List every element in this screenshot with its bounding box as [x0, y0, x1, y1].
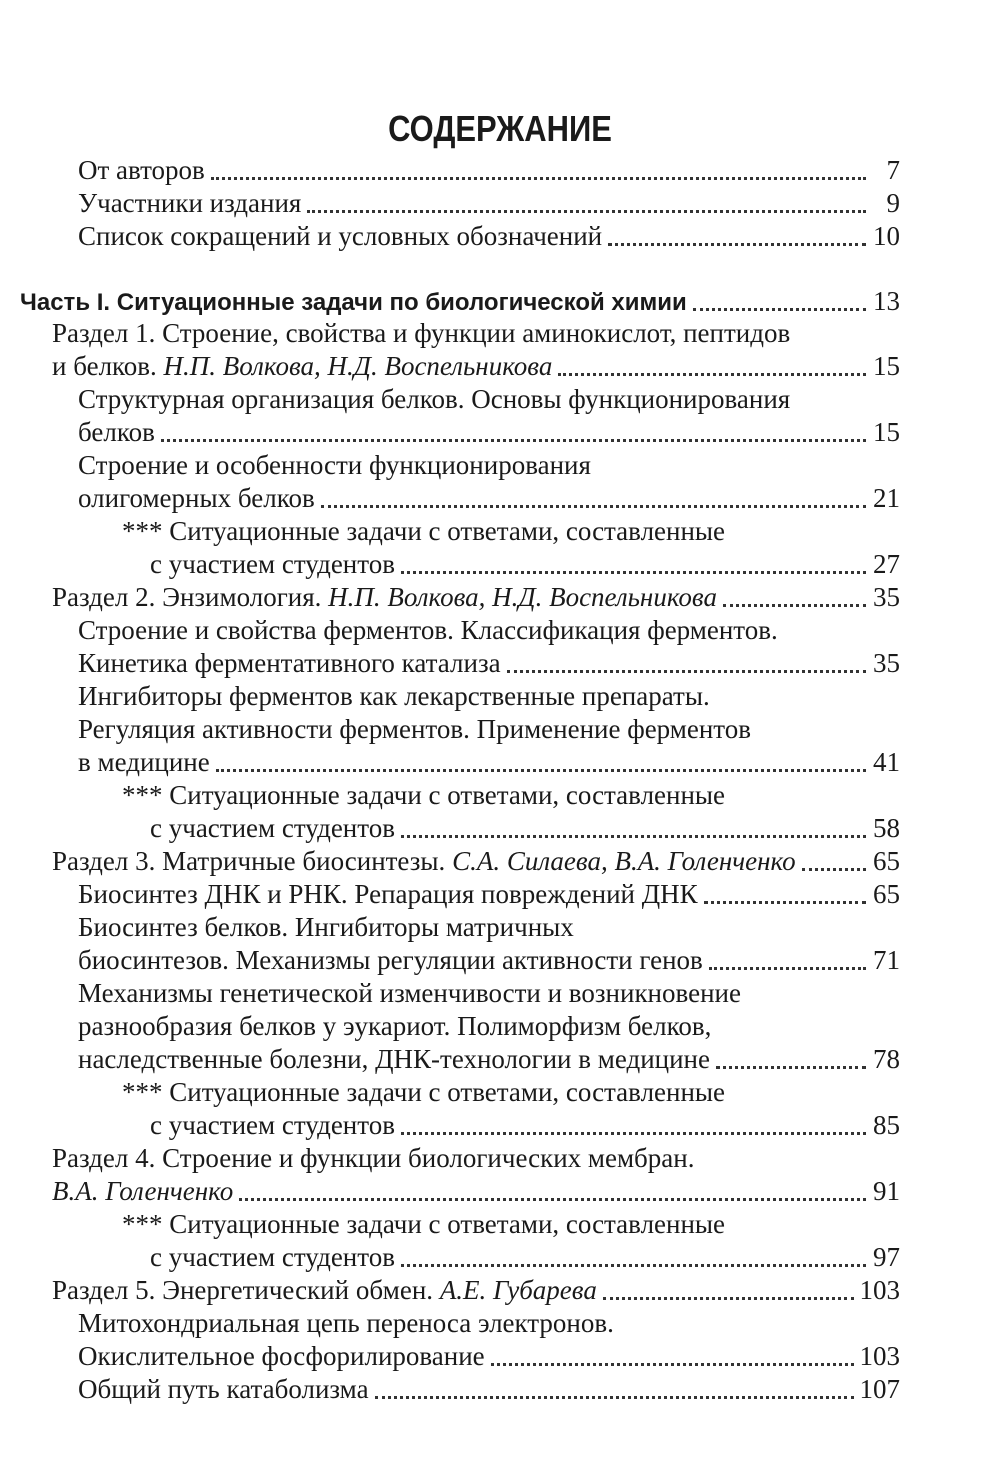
- leader-dots: [507, 670, 866, 673]
- toc-part-1: [20, 286, 900, 319]
- section-4-title: Раздел 4. Строение и функции биологических мембран.: [52, 1143, 695, 1173]
- leader-dots: [558, 373, 866, 376]
- page-title: СОДЕРЖАНИЕ: [388, 108, 612, 149]
- toc-entry-label: олигомерных белков: [78, 483, 315, 513]
- subsection-3-2-line1: Биосинтез белков. Ингибиторы матричных: [78, 912, 574, 942]
- page-number: 103: [859, 1341, 900, 1371]
- leader-dots: [401, 1264, 866, 1267]
- section-text: Раздел 5. Энергетический обмен.: [52, 1275, 440, 1305]
- page-number: 7: [886, 155, 900, 185]
- toc-entry-authors: [78, 155, 900, 188]
- page-number: 27: [873, 549, 900, 579]
- page-number: 107: [859, 1374, 900, 1404]
- section-1-authors-line: [52, 351, 900, 384]
- page-number: 91: [873, 1176, 900, 1206]
- subsection-1-1: [78, 417, 900, 450]
- leader-dots: [401, 1132, 866, 1135]
- section-text: Раздел 2. Энзимология.: [52, 582, 329, 612]
- subsection-3-3: [78, 1044, 900, 1077]
- section-5: [52, 1275, 900, 1308]
- subsection-2-1-line1: Строение и свойства ферментов. Классификация ферментов.: [78, 615, 778, 645]
- tasks-3-line1: *** Ситуационные задачи с ответами, составленные: [122, 1077, 726, 1107]
- section-heading: [52, 1275, 597, 1306]
- page-number: 35: [873, 648, 900, 678]
- page-number: 35: [873, 582, 900, 612]
- toc-entry-label: с участием студентов: [150, 549, 395, 579]
- toc-entry-abbreviations: [78, 221, 900, 254]
- tasks-2-line1: *** Ситуационные задачи с ответами, составленные: [122, 780, 726, 810]
- leader-dots: [375, 1396, 854, 1399]
- subsection-3-3-line1: Механизмы генетической изменчивости и возникновение: [78, 978, 741, 1008]
- section-text: и белков.: [52, 351, 164, 381]
- leader-dots: [608, 243, 866, 246]
- leader-dots: [491, 1363, 854, 1366]
- toc-entry-label: Участники издания: [78, 188, 302, 218]
- page-number: 97: [873, 1242, 900, 1272]
- toc-entry-label: с участием студентов: [150, 813, 395, 843]
- section-1-title: Раздел 1. Строение, свойства и функции аминокислот, пептидов: [52, 318, 791, 348]
- section-heading: [52, 582, 717, 613]
- tasks-1-line1: *** Ситуационные задачи с ответами, составленные: [122, 516, 726, 546]
- subsection-2-2: [78, 747, 900, 780]
- toc-entry-label: с участием студентов: [150, 1242, 395, 1272]
- leader-dots: [709, 967, 866, 970]
- toc-entry-label: Кинетика ферментативного катализа: [78, 648, 501, 678]
- section-text: Раздел 3. Матричные биосинтезы.: [52, 846, 453, 876]
- section-2: [52, 582, 900, 615]
- toc-entry-label: От авторов: [78, 155, 205, 185]
- page-number: 65: [873, 846, 900, 876]
- leader-dots: [716, 1066, 866, 1069]
- page-number: 10: [873, 221, 900, 251]
- toc-entry-label: Биосинтез ДНК и РНК. Репарация повреждений ДНК: [78, 879, 698, 909]
- page-number: 58: [873, 813, 900, 843]
- toc-entry-label: с участием студентов: [150, 1110, 395, 1140]
- toc-entry-label: Список сокращений и условных обозначений: [78, 221, 603, 251]
- toc-entry-participants: [78, 188, 900, 221]
- page-number: 41: [873, 747, 900, 777]
- subsection-1-1-line1: Структурная организация белков. Основы функционирования: [78, 384, 791, 414]
- leader-dots: [723, 604, 866, 607]
- page-number: 65: [873, 879, 900, 909]
- toc-entry-label: биосинтезов. Механизмы регуляции активности генов: [78, 945, 703, 975]
- tasks-4-line1: *** Ситуационные задачи с ответами, составленные: [122, 1209, 726, 1239]
- leader-dots: [211, 177, 866, 180]
- tasks-4: [150, 1242, 900, 1275]
- tasks-1: [150, 549, 900, 582]
- page-number: 78: [873, 1044, 900, 1074]
- subsection-5-2: [78, 1374, 900, 1407]
- section-heading: [52, 846, 796, 877]
- leader-dots: [401, 835, 866, 838]
- section-4-authors-line: [52, 1176, 900, 1209]
- section-3: [52, 846, 900, 879]
- page-number: 85: [873, 1110, 900, 1140]
- subsection-5-1: [78, 1341, 900, 1374]
- toc-entry-label: в медицине: [78, 747, 210, 777]
- leader-dots: [321, 505, 866, 508]
- subsection-2-2-line1: Ингибиторы ферментов как лекарственные препараты.: [78, 681, 710, 711]
- subsection-2-2-line2: Регуляция активности ферментов. Применение ферментов: [78, 714, 751, 744]
- leader-dots: [216, 769, 866, 772]
- page-number: 15: [873, 417, 900, 447]
- subsection-1-2-line1: Строение и особенности функционирования: [78, 450, 591, 480]
- page-number: 9: [886, 188, 900, 218]
- leader-dots: [161, 439, 866, 442]
- leader-dots: [307, 210, 866, 213]
- subsection-3-1: [78, 879, 900, 912]
- subsection-5-1-line1: Митохондриальная цепь переноса электронов.: [78, 1308, 614, 1338]
- leader-dots: [239, 1198, 866, 1201]
- section-authors: А.Е. Губарева: [439, 1275, 597, 1305]
- page-number: 13: [873, 286, 900, 316]
- section-authors: В.А. Голенченко: [52, 1176, 234, 1206]
- page-number: 15: [873, 351, 900, 381]
- toc-entry-label: белков: [78, 417, 155, 447]
- tasks-2: [150, 813, 900, 846]
- section-heading: [52, 351, 552, 382]
- leader-dots: [693, 308, 866, 311]
- leader-dots: [802, 868, 866, 871]
- section-authors: Н.П. Волкова, Н.Д. Воспельникова: [328, 582, 717, 612]
- toc-entry-label: Окислительное фосфорилирование: [78, 1341, 485, 1371]
- part-title: Часть I. Ситуационные задачи по биологической химии: [20, 289, 687, 316]
- leader-dots: [603, 1297, 854, 1300]
- leader-dots: [401, 571, 866, 574]
- page-number: 21: [873, 483, 900, 513]
- section-authors: Н.П. Волкова, Н.Д. Воспельникова: [163, 351, 553, 381]
- toc-entry-label: наследственные болезни, ДНК-технологии в медицине: [78, 1044, 710, 1074]
- leader-dots: [704, 901, 866, 904]
- toc-entry-label: Общий путь катаболизма: [78, 1374, 369, 1404]
- subsection-1-2: [78, 483, 900, 516]
- tasks-3: [150, 1110, 900, 1143]
- subsection-3-2: [78, 945, 900, 978]
- subsection-2-1: [78, 648, 900, 681]
- subsection-3-3-line2: разнообразия белков у эукариот. Полиморфизм белков,: [78, 1011, 712, 1041]
- page-number: 103: [859, 1275, 900, 1305]
- page-number: 71: [873, 945, 900, 975]
- section-authors: С.А. Силаева, В.А. Голенченко: [452, 846, 796, 876]
